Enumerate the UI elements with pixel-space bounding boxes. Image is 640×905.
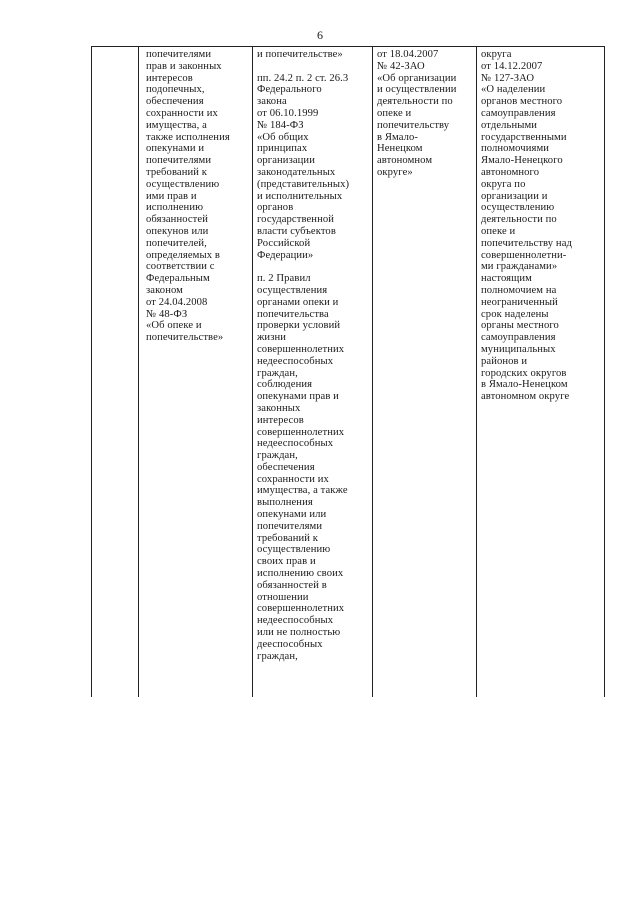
document-table xyxy=(91,46,605,697)
table-cell-col1: попечителями прав и законных интересов подопечных, обеспечения сохранности их имущества, а также исполнения опекунами и попечителями требований к осуществлению ими прав и исполнению обязанностей опекунов или попечителей, определяемых в соответствии с Федеральным законом от 24.04.2008 № 48-ФЗ «Об опеке и попечительстве» xyxy=(146,49,230,344)
column-divider-1 xyxy=(138,47,139,697)
table-cell-col4: округа от 14.12.2007 № 127-ЗАО «О наделении органов местного самоуправления отдельными государственными полномочиями Ямало-Ненецкого автономного округа по организации и осуществлению деятельности по опеке и попечительству над совершеннолетни- ми гражданами» настоящим полномочием на неограниченный срок наделены органы местного самоуправления муниципальных районов и городских округов в Ямало-Ненецком автономном округе xyxy=(481,49,572,403)
column-divider-3 xyxy=(372,47,373,697)
table-border-left xyxy=(91,47,92,697)
table-cell-col3: от 18.04.2007 № 42-ЗАО «Об организации и осуществлении деятельности по опеке и попечительству в Ямало- Ненецком автономном округе» xyxy=(377,49,457,178)
table-border-right xyxy=(604,47,605,697)
page-number: 6 xyxy=(317,28,323,42)
column-divider-2 xyxy=(252,47,253,697)
table-cell-col2: и попечительстве» пп. 24.2 п. 2 ст. 26.3 Федерального закона от 06.10.1999 № 184-ФЗ «Об общих принципах организации законодательных (представительных) и исполнительных органов государственной власти субъектов Российской Федерации» п. 2 Правил осуществления органами опеки и попечительства проверки условий жизни совершеннолетних недееспособных граждан, соблюдения опекунами прав и законных интересов совершеннолетних недееспособных граждан, обеспечения сохранности их имущества, а также выполнения опекунами или попечителями требований к осуществлению своих прав и исполнению своих обязанностей в отношении совершеннолетних недееспособных или не полностью дееспособных граждан, xyxy=(257,49,350,662)
